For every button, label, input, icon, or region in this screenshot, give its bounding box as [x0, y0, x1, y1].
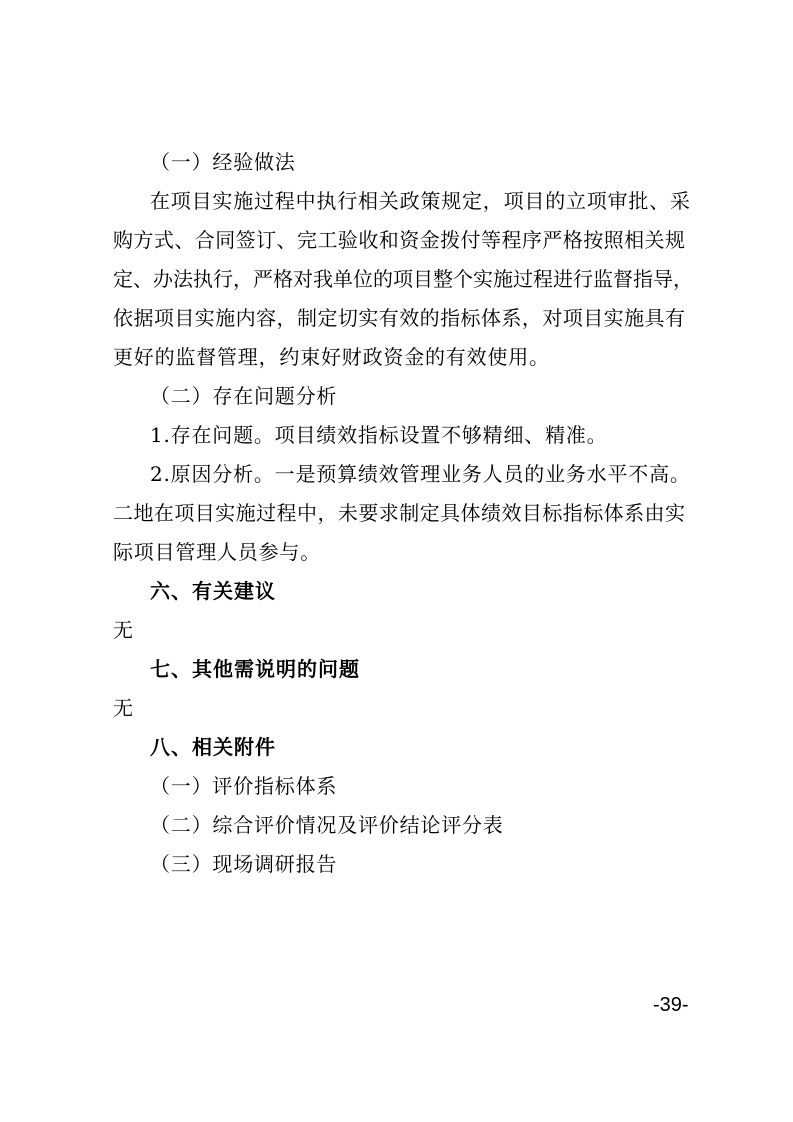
- section-title-problems: （二）存在问题分析: [150, 384, 338, 408]
- heading-other-issues: 七、其他需说明的问题: [150, 657, 360, 681]
- problem-line: 1.存在问题。项目绩效指标设置不够精细、精准。: [150, 423, 608, 447]
- heading-recommendations: 六、有关建议: [150, 579, 276, 603]
- paragraph-line: 购方式、合同签订、完工验收和资金拨付等程序严格按照相关规: [113, 228, 685, 252]
- page-number: -39-: [653, 994, 689, 1016]
- cause-line: 二地在项目实施过程中，未要求制定具体绩效目标指标体系由实: [113, 501, 685, 525]
- attachment-item: （一）评价指标体系: [150, 774, 338, 798]
- recommendations-content: 无: [113, 618, 134, 642]
- paragraph-line: 更好的监督管理，约束好财政资金的有效使用。: [113, 345, 550, 369]
- attachment-item: （二）综合评价情况及评价结论评分表: [150, 813, 504, 837]
- cause-line: 2.原因分析。一是预算绩效管理业务人员的业务水平不高。: [150, 462, 691, 486]
- section-title-experience: （一）经验做法: [150, 150, 296, 174]
- heading-attachments: 八、相关附件: [150, 735, 276, 759]
- cause-line: 际项目管理人员参与。: [113, 540, 321, 564]
- paragraph-line: 依据项目实施内容，制定切实有效的指标体系，对项目实施具有: [113, 306, 685, 330]
- paragraph-line: 定、办法执行，严格对我单位的项目整个实施过程进行监督指导，: [113, 267, 693, 291]
- other-issues-content: 无: [113, 696, 134, 720]
- paragraph-line: 在项目实施过程中执行相关政策规定，项目的立项审批、采: [150, 189, 691, 213]
- attachment-item: （三）现场调研报告: [150, 852, 338, 876]
